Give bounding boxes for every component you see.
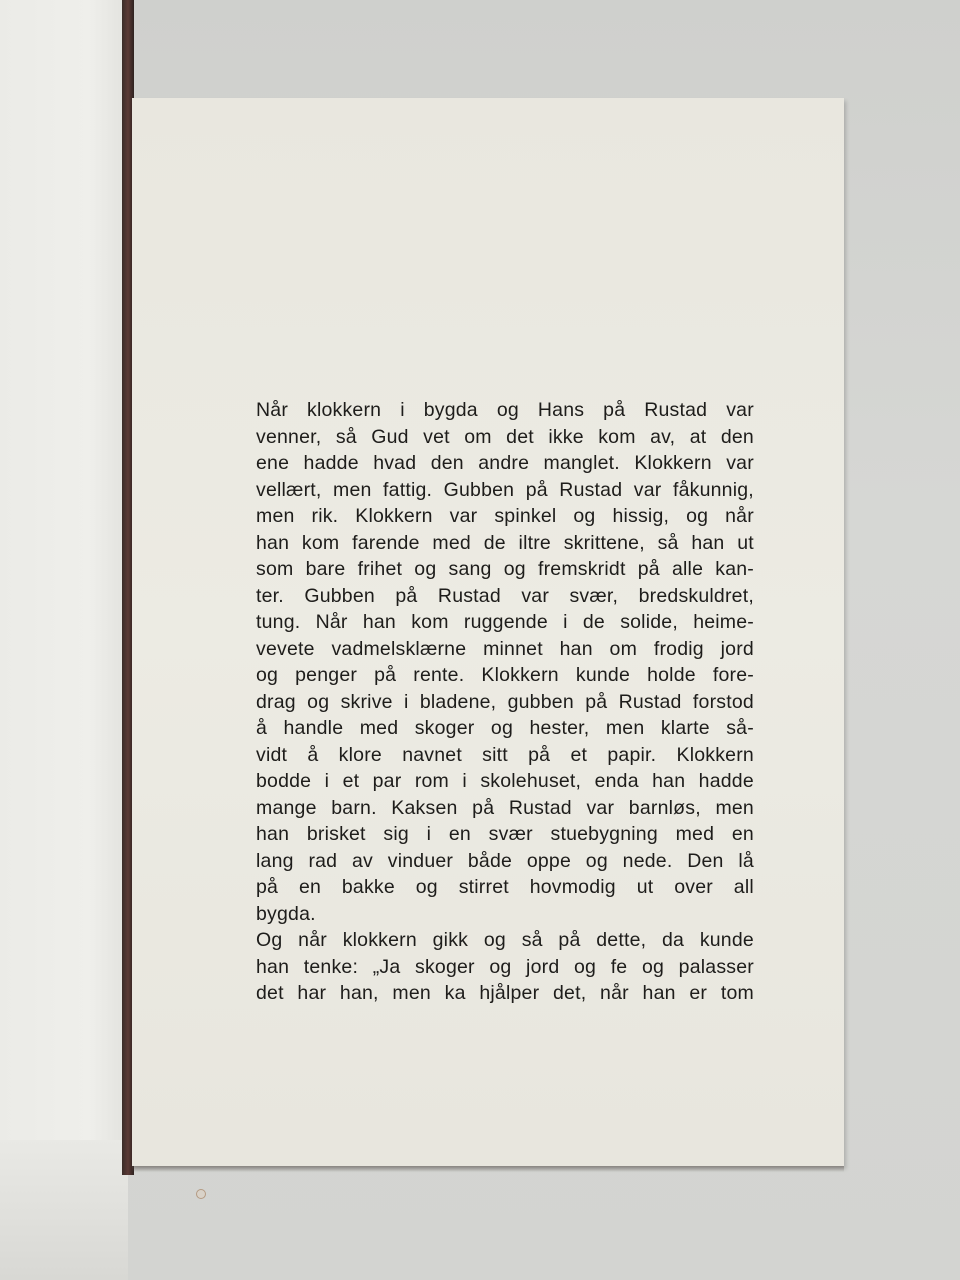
page-text bbox=[256, 397, 754, 1007]
table-mark bbox=[196, 1189, 206, 1199]
text-line: å handle med skoger og hester, men klarte så- bbox=[256, 717, 754, 739]
text-line: bygda. bbox=[256, 902, 316, 925]
text-line: vidt å klore navnet sitt på et papir. Klokkern bbox=[256, 743, 754, 766]
page-shadow bbox=[132, 1166, 844, 1172]
text-line: vevete vadmelsklærne minnet han om frodig jord bbox=[256, 637, 754, 660]
text-line: vellært, men fattig. Gubben på Rustad var fåkunnig, bbox=[256, 478, 754, 501]
text-line: mange barn. Kaksen på Rustad var barnløs, men bbox=[256, 796, 754, 819]
text-line: lang rad av vinduer både oppe og nede. Den lå bbox=[256, 849, 754, 872]
text-line: han kom farende med de iltre skrittene, så han ut bbox=[256, 531, 754, 554]
text-line: tung. Når han kom ruggende i de solide, heime- bbox=[256, 611, 754, 633]
left-page-lower bbox=[0, 1140, 128, 1280]
text-line: Når klokkern i bygda og Hans på Rustad var bbox=[256, 399, 754, 421]
text-line: og penger på rente. Klokkern kunde holde fore- bbox=[256, 664, 754, 686]
text-line: drag og skrive i bladene, gubben på Rustad forstod bbox=[256, 690, 754, 713]
text-line: ter. Gubben på Rustad var svær, bredskuldret, bbox=[256, 584, 754, 607]
text-line: det har han, men ka hjålper det, når han er tom bbox=[256, 982, 754, 1004]
text-line: han tenke: „Ja skoger og jord og fe og palasser bbox=[256, 955, 754, 978]
text-line: bodde i et par rom i skolehuset, enda han hadde bbox=[256, 770, 754, 792]
text-line: men rik. Klokkern var spinkel og hissig, og når bbox=[256, 505, 754, 527]
text-line: på en bakke og stirret hovmodig ut over all bbox=[256, 876, 754, 898]
text-line: som bare frihet og sang og fremskridt på alle kan- bbox=[256, 558, 754, 580]
text-line: han brisket sig i en svær stuebygning med en bbox=[256, 823, 754, 845]
text-line: Og når klokkern gikk og så på dette, da kunde bbox=[256, 929, 754, 951]
text-line: ene hadde hvad den andre manglet. Klokkern var bbox=[256, 452, 754, 474]
left-page bbox=[0, 0, 128, 1280]
text-line: venner, så Gud vet om det ikke kom av, at den bbox=[256, 425, 754, 448]
